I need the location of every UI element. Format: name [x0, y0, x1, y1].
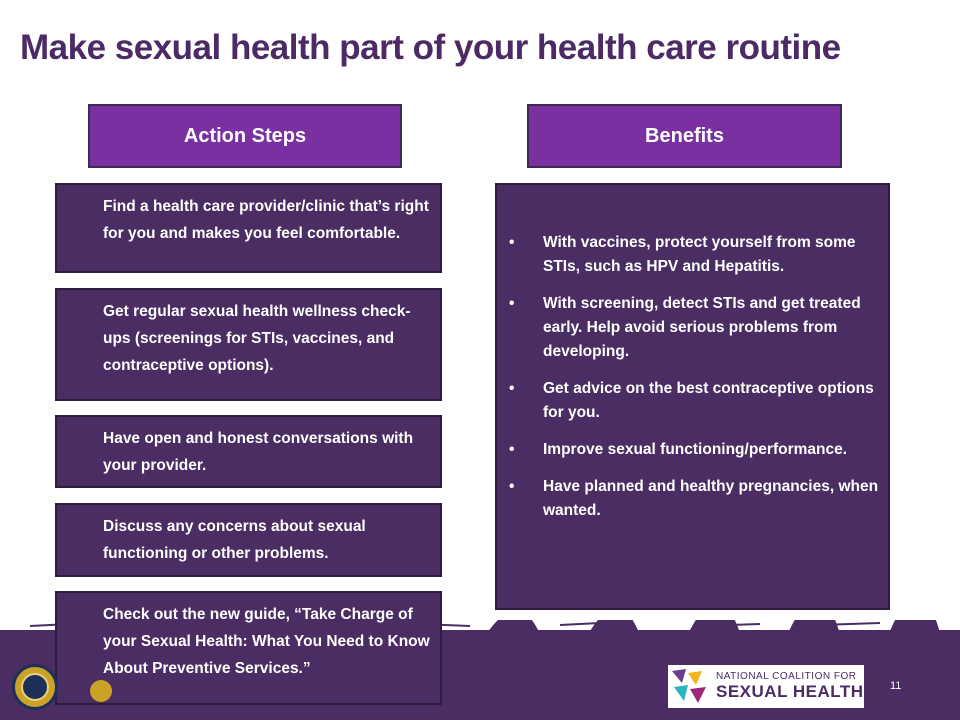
ncsh-name-line1: NATIONAL COALITION FOR — [716, 671, 857, 682]
bullet-icon: • — [509, 441, 515, 458]
ncsh-name-line2: SEXUAL HEALTH — [716, 682, 864, 701]
seal-center — [21, 673, 49, 701]
benefit-item — [509, 231, 880, 279]
navy-seal-icon — [12, 664, 58, 710]
action-step-5: Check out the new guide, “Take Charge of your Sexual Health: What You Need to Know About Preventive Services.” — [55, 591, 442, 705]
benefit-item — [509, 475, 880, 523]
ncsh-logo — [668, 665, 864, 708]
partner-logo-icon — [90, 680, 112, 702]
action-step-4: Discuss any concerns about sexual functioning or other problems. — [55, 503, 442, 577]
bullet-icon: • — [509, 234, 515, 251]
benefit-text: Improve sexual functioning/performance. — [543, 441, 848, 458]
benefit-item — [509, 292, 880, 364]
benefits-list — [509, 231, 880, 523]
benefit-text: Have planned and healthy pregnancies, when wanted. — [543, 478, 879, 519]
action-steps-header: Action Steps — [88, 104, 402, 168]
bullet-icon: • — [509, 295, 515, 312]
slide-title: Make sexual health part of your health care routine — [20, 28, 841, 67]
bullet-icon: • — [509, 380, 515, 397]
ncsh-mark-icon — [668, 665, 712, 708]
action-step-3: Have open and honest conversations with your provider. — [55, 415, 442, 488]
benefits-header: Benefits — [527, 104, 842, 168]
page-number: 11 — [890, 680, 902, 692]
benefit-text: Get advice on the best contraceptive options for you. — [543, 380, 874, 421]
bullet-icon: • — [509, 478, 515, 495]
benefit-text: With vaccines, protect yourself from some STIs, such as HPV and Hepatitis. — [543, 234, 856, 275]
benefit-item — [509, 438, 880, 462]
benefit-item — [509, 377, 880, 425]
action-step-1: Find a health care provider/clinic that’s right for you and makes you feel comfortable. — [55, 183, 442, 273]
benefits-box — [495, 183, 890, 610]
action-step-2: Get regular sexual health wellness check-ups (screenings for STIs, vaccines, and contraceptive options). — [55, 288, 442, 401]
benefit-text: With screening, detect STIs and get treated early. Help avoid serious problems from developing. — [543, 295, 861, 360]
